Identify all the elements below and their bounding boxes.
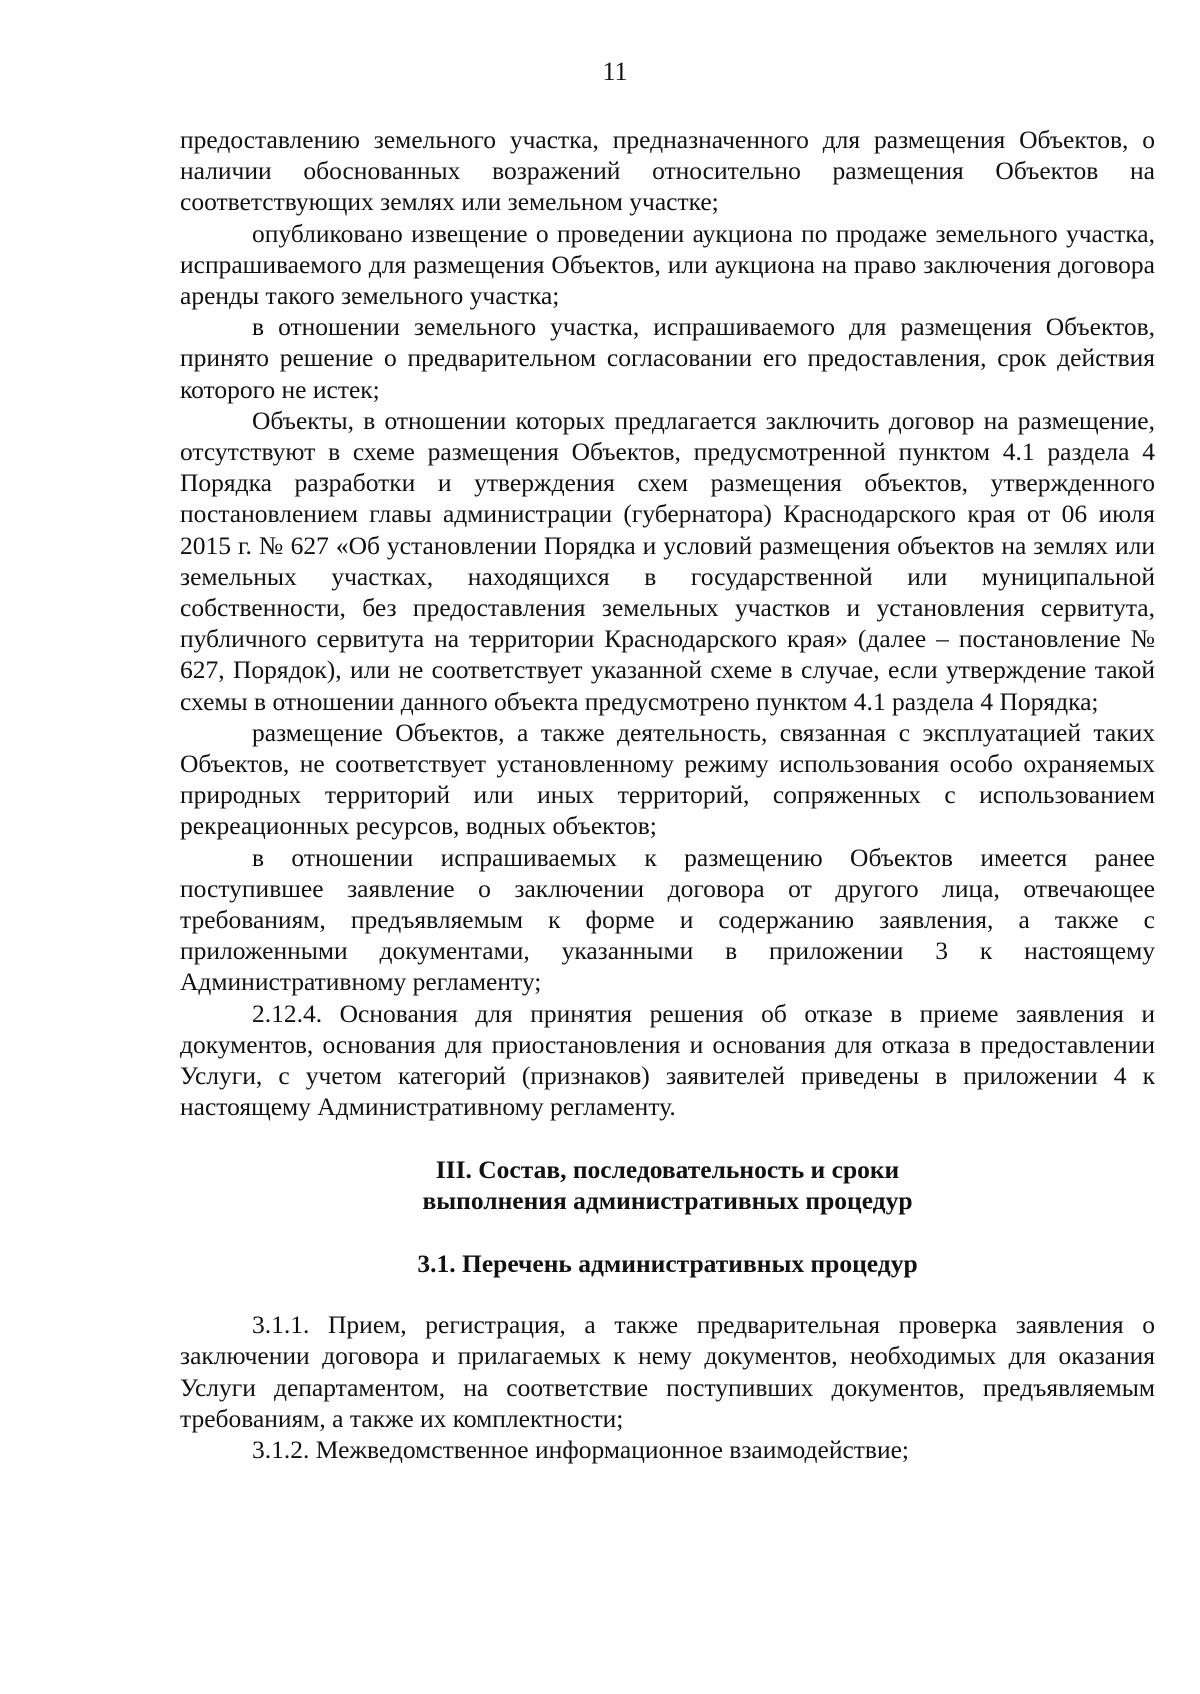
paragraph-auction-notice: опубликовано извещение о проведении аукциона по продаже земельного участка, испрашиваемого для размещения Объектов, или аукциона на право заключения договора аренды такого земельного участка; [180,218,1155,311]
section-heading-line2: выполнения административных процедур [422,1185,913,1215]
paragraph-2-12-4: 2.12.4. Основания для принятия решения об отказе в приеме заявления и документов, основания для приостановления и основания для отказа в предоставлении Услуги, с учетом категорий (признаков) заявителей приведены в приложении 4 к настоящему Административному регламенту. [180,998,1155,1122]
paragraph-continuation: предоставлению земельного участка, предназначенного для размещения Объектов, о наличии обоснованных возражений относительно размещения Объектов на соответствующих землях или земельном участке; [180,125,1155,217]
page-number: 11 [602,57,628,86]
paragraph-protected-territories: размещение Объектов, а также деятельность, связанная с эксплуатацией таких Объектов, не соответствует установленному режиму использования особо охраняемых природных территорий или иных территорий, сопряженных с использованием рекреационных ресурсов, водных объектов; [180,717,1155,841]
paragraph-3-1-2: 3.1.2. Межведомственное информационное взаимодействие; [252,1434,910,1464]
paragraph-placement-scheme: Объекты, в отношении которых предлагается заключить договор на размещение, отсутствуют в схеме размещения Объектов, предусмотренной пунктом 4.1 раздела 4 Порядка разработки и утверждения схем размещения объектов, утвержденного постановлением главы администрации (губернатора) Краснодарского края от 06 июля 2015 г. № 627 «Об установлении Порядка и условий размещения объектов на землях или земельных участках, находящихся в государственной или муниципальной собственности, без предоставления земельных участков и установления сервитута, публичного сервитута на территории Краснодарского края» (далее – постановление № 627, Порядок), или не соответствует указанной схеме в случае, если утверждение такой схемы в отношении данного объекта предусмотрено пунктом 4.1 раздела 4 Порядка; [180,405,1155,716]
paragraph-preliminary-approval: в отношении земельного участка, испрашиваемого для размещения Объектов, принято решение о предварительном согласовании его предоставления, срок действия которого не истек; [180,312,1155,404]
subsection-heading: 3.1. Перечень административных процедур [417,1248,918,1278]
paragraph-3-1-1: 3.1.1. Прием, регистрация, а также предварительная проверка заявления о заключении договора и прилагаемых к нему документов, необходимых для оказания Услуги департаментом, на соответствие поступивших документов, предъявляемым требованиям, а также их комплектности; [180,1310,1155,1433]
section-heading-line1: III. Состав, последовательность и сроки [435,1154,900,1184]
document-body [180,124,1155,1465]
paragraph-prior-application: в отношении испрашиваемых к размещению Объектов имеется ранее поступившее заявление о заключении договора от другого лица, отвечающее требованиям, предъявляемым к форме и содержанию заявления, а также с приложенными документами, указанными в приложении 3 к настоящему Административному регламенту; [180,842,1155,997]
